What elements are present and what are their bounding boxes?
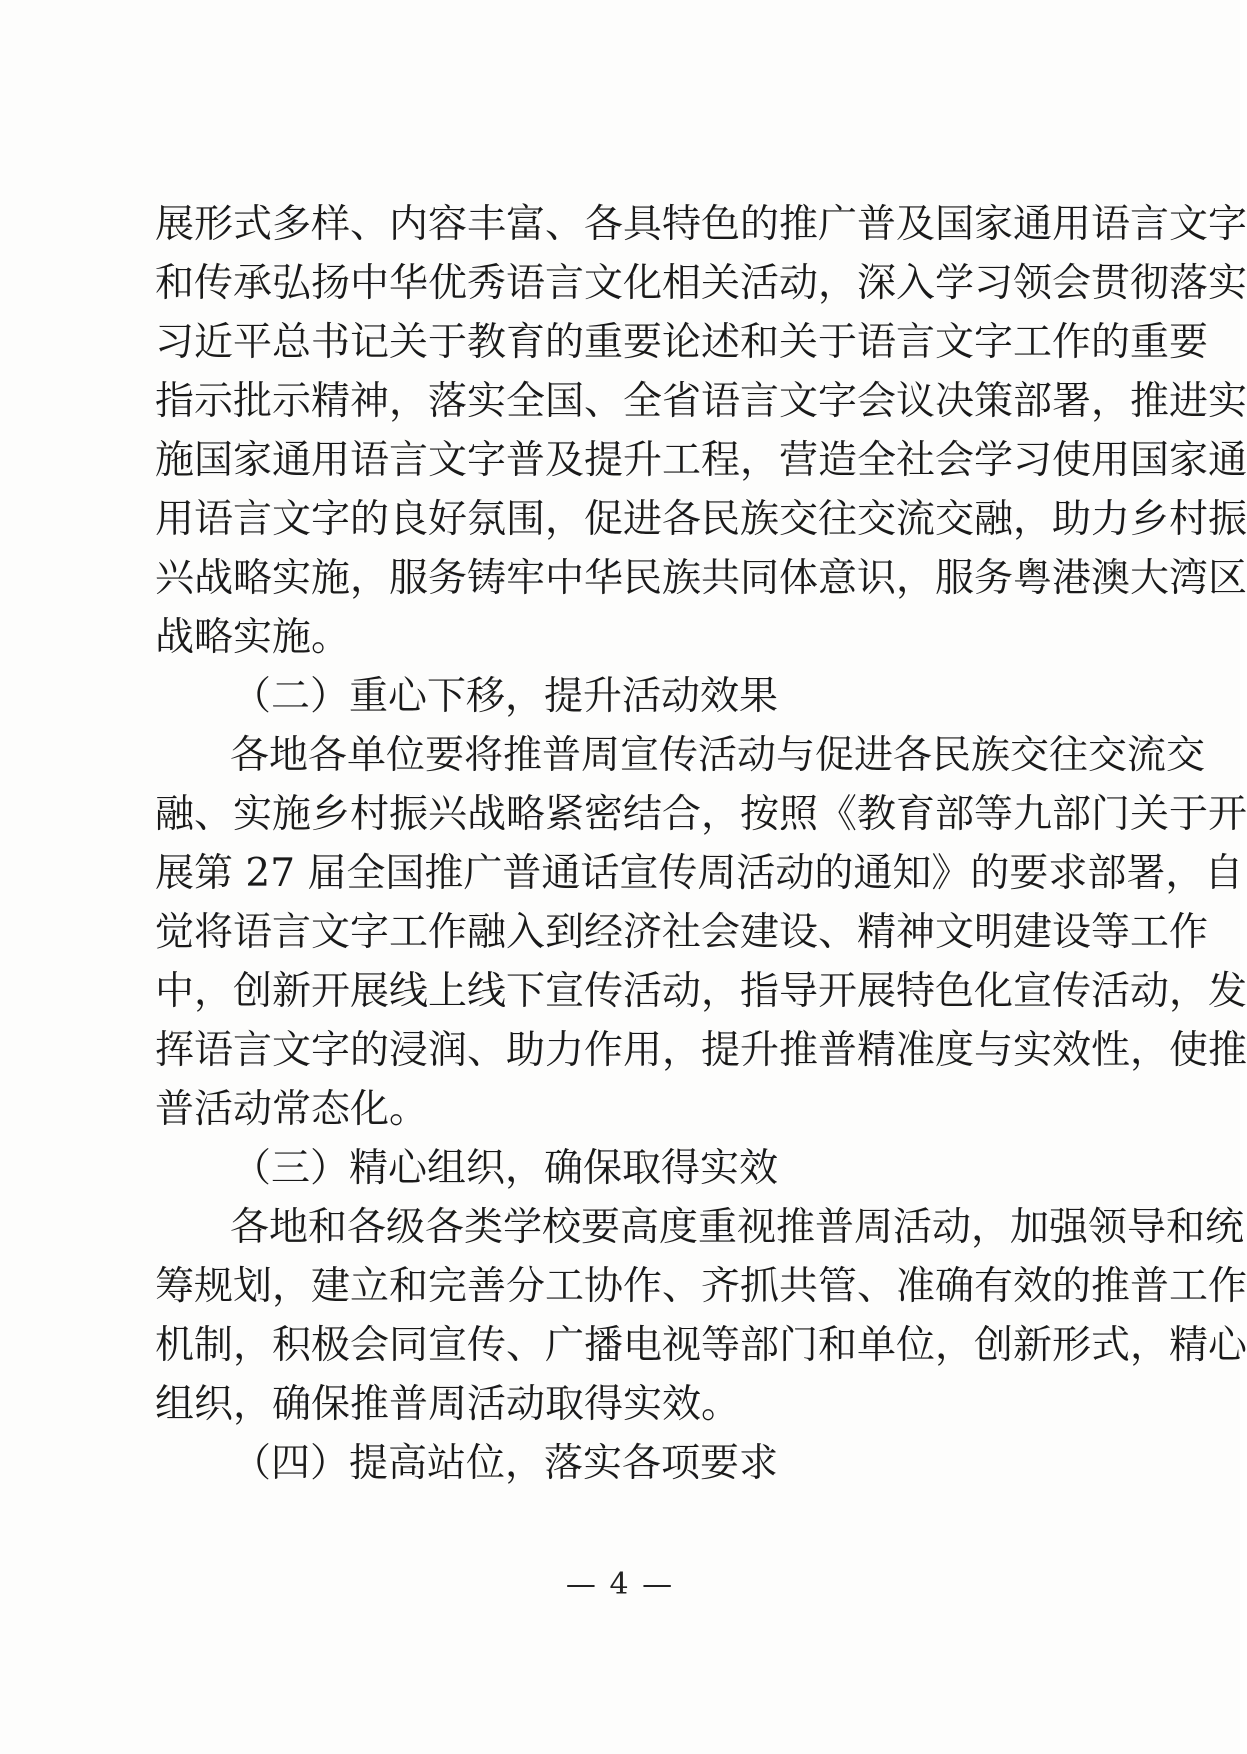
paragraph-line: 各地和各级各类学校要高度重视推普周活动，加强领导和统	[230, 1205, 1245, 1250]
paragraph-line: 普活动常态化。	[155, 1087, 429, 1132]
paragraph-line: 和传承弘扬中华优秀语言文化相关活动，深入学习领会贯彻落实	[155, 261, 1247, 306]
paragraph-line: 中，创新开展线上线下宣传活动，指导开展特色化宣传活动，发	[155, 969, 1247, 1014]
paragraph-line: 战略实施。	[155, 615, 351, 660]
page-number: — 4 —	[565, 1567, 675, 1602]
paragraph-line: 融、实施乡村振兴战略紧密结合，按照《教育部等九部门关于开	[155, 792, 1247, 837]
section-heading-3: （三）精心组织，确保取得实效	[232, 1146, 779, 1191]
paragraph-line: 指示批示精神，落实全国、全省语言文字会议决策部署，推进实	[155, 379, 1247, 424]
paragraph-line: 机制，积极会同宣传、广播电视等部门和单位，创新形式，精心	[155, 1323, 1247, 1368]
paragraph-line: 各地各单位要将推普周宣传活动与促进各民族交往交流交	[230, 733, 1206, 778]
paragraph-line: 展形式多样、内容丰富、各具特色的推广普及国家通用语言文字	[155, 202, 1247, 247]
paragraph-line: 展第 27 届全国推广普通话宣传周活动的通知》的要求部署，自	[155, 851, 1244, 896]
paragraph-line: 用语言文字的良好氛围，促进各民族交往交流交融，助力乡村振	[155, 497, 1247, 542]
paragraph-line: 施国家通用语言文字普及提升工程，营造全社会学习使用国家通	[155, 438, 1247, 483]
paragraph-line: 习近平总书记关于教育的重要论述和关于语言文字工作的重要	[155, 320, 1209, 365]
paragraph-line: 觉将语言文字工作融入到经济社会建设、精神文明建设等工作	[155, 910, 1209, 955]
paragraph-line: 挥语言文字的浸润、助力作用，提升推普精准度与实效性，使推	[155, 1028, 1247, 1073]
section-heading-4: （四）提高站位，落实各项要求	[232, 1441, 779, 1486]
paragraph-line: 组织，确保推普周活动取得实效。	[155, 1382, 741, 1427]
paragraph-line: 兴战略实施，服务铸牢中华民族共同体意识，服务粤港澳大湾区	[155, 556, 1247, 601]
paragraph-line: 筹规划，建立和完善分工协作、齐抓共管、准确有效的推普工作	[155, 1264, 1247, 1309]
section-heading-2: （二）重心下移，提升活动效果	[232, 674, 779, 719]
